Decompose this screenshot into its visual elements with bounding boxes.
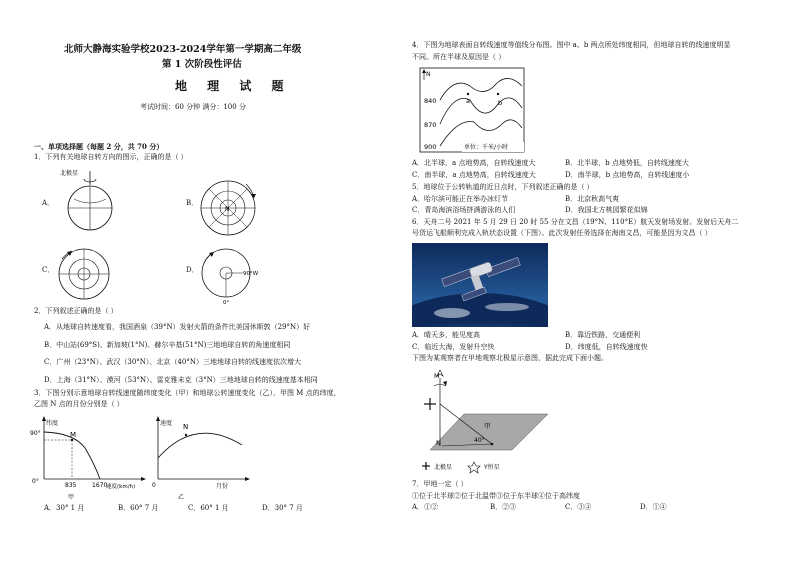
svg-text:840: 840 <box>424 97 437 105</box>
title-line2: 第 1 次阶段性评估 <box>162 59 242 70</box>
q4-contour-map <box>414 66 526 154</box>
q4-option-d: D．南半球，b 点地势高，自转线速度小 <box>565 171 690 179</box>
svg-text:甲: 甲 <box>68 494 75 501</box>
svg-text:N: N <box>426 71 431 78</box>
q7-option-c: C．③④ <box>565 503 592 511</box>
svg-text:月份: 月份 <box>216 483 229 490</box>
q6-option-b: B．靠近铁路，交通便利 <box>565 331 641 339</box>
school-title: 北师大静海实验学校2023-2024学年第一学期高二年级 <box>64 44 302 55</box>
svg-text:b: b <box>498 99 503 107</box>
q5-option-a: A．哈尔滨可能正在举办冰灯节 <box>412 195 509 203</box>
legend-polaris-icon <box>422 462 430 470</box>
exam-info: 考试时间：60 分钟 满分：100 分 <box>140 103 246 111</box>
q7-option-b: B．②③ <box>490 503 517 511</box>
space-station-photo <box>412 243 548 327</box>
q6-option-c: C．临近大海，发射升空快 <box>412 343 495 351</box>
svg-text:0°: 0° <box>32 478 39 485</box>
svg-text:0: 0 <box>152 482 156 489</box>
q7-stem: 7．甲地一定（ ） <box>412 480 468 488</box>
q3-stem-1: 3．下图分别示意地球自转线速度随纬度变化（甲）和地球公转速度变化（乙），甲图 M 点的纬度， <box>34 389 341 397</box>
q3-option-a: A．30° 1 月 <box>44 504 85 512</box>
q3-chart-jia <box>30 413 152 507</box>
q5-option-d: D．我国北方桃园繁花似锦 <box>565 206 648 214</box>
q3-stem-2: 乙图 N 点的月份分别是（ ） <box>34 400 124 408</box>
q1-figure-b <box>198 178 258 238</box>
svg-text:90°W: 90°W <box>243 271 259 277</box>
q7-intro: 下图为某观察者在甲地观察北极星示意图，据此完成下面小题。 <box>412 354 608 362</box>
svg-text:0°: 0° <box>223 300 230 305</box>
svg-text:90°: 90° <box>30 430 41 437</box>
q3-option-c: C．60° 1 月 <box>188 504 229 512</box>
q5-option-c: C．青岛海滨浴场挤满游泳的人们 <box>412 206 516 214</box>
q6-option-a: A．晴天多，能见度高 <box>412 331 481 339</box>
q1-figure-a <box>58 163 128 237</box>
svg-text:N: N <box>436 439 441 447</box>
svg-text:870: 870 <box>424 121 437 129</box>
q2-option-d: D．上海（31°N）、漠河（53°N）、雷克雅未克（3°N）三地地球自转的线速度基本相同 <box>44 376 318 384</box>
svg-text:单位：千米/小时: 单位：千米/小时 <box>464 144 509 151</box>
svg-text:Y恒星: Y恒星 <box>484 464 500 471</box>
q3-chart-yi <box>150 413 260 507</box>
q6-stem-2: 号货运飞船顺利完成入轨状态设置（下图）。此次发射任务选择在海南文昌，可能是因为文昌（ ） <box>412 229 712 237</box>
q1-label-d: D． <box>186 266 199 274</box>
svg-text:M: M <box>70 431 77 439</box>
svg-text:40°: 40° <box>474 437 485 444</box>
svg-text:北极星: 北极星 <box>434 464 453 471</box>
q5-option-b: B．北京秋高气爽 <box>565 195 620 203</box>
svg-text:乙: 乙 <box>178 494 185 501</box>
svg-text:N: N <box>183 423 189 431</box>
svg-text:甲: 甲 <box>484 422 491 430</box>
legend-y-star-icon <box>468 462 480 473</box>
q1-figure-c <box>54 247 114 303</box>
subject-title: 地 理 试 题 <box>175 79 292 93</box>
svg-text:速度: 速度 <box>160 420 173 427</box>
q6-option-d: D．纬度低，自转线速度快 <box>565 343 648 351</box>
svg-text:1670: 1670 <box>92 482 108 489</box>
q1-label-a: A． <box>42 199 55 207</box>
q2-stem: 2．下列叙述正确的是（ ） <box>34 307 118 315</box>
q4-stem-1: 4．下图为地球表面自转线速度等值线分布图。图中 a、b 两点所处纬度相同，但地球自转的线速度明显 <box>412 41 731 49</box>
q6-stem-1: 6．天舟二号 2021 年 5 月 29 日 20 时 55 分在文昌（19°N、110°E）航天发射场发射。发射后天舟二 <box>412 218 739 226</box>
q7-figure <box>412 364 552 476</box>
q1-label-c: C． <box>42 266 55 274</box>
svg-text:M: M <box>434 372 440 380</box>
q7-statements: ①位于北半球②位于北温带③位于东半球④位于高纬度 <box>412 492 580 500</box>
section-heading: 一、单项选择题（每题 2 分，共 70 分） <box>34 142 164 151</box>
svg-text:835: 835 <box>65 482 77 489</box>
q7-option-a: A．①② <box>412 503 439 511</box>
svg-text:N: N <box>225 206 230 213</box>
svg-text:900: 900 <box>424 143 437 151</box>
q1-stem: 1．下列有关地球自转方向的图示，正确的是（ ） <box>34 153 188 161</box>
q4-option-a: A．北半球，a 点地势高，自转线速度大 <box>412 159 536 167</box>
q2-option-b: B．中山站(69°S)、新加坡(1°N)、赫尔辛基(51°N)三地地球自转的角速度相同 <box>44 341 291 349</box>
q3-option-d: D．30° 7 月 <box>262 504 303 512</box>
q7-option-d: D．①④ <box>640 503 667 511</box>
q3-option-b: B．60° 7 月 <box>118 504 159 512</box>
q1-label-b: B． <box>186 199 199 207</box>
q4-option-c: C．南半球，a 点地势高，自转线速度大 <box>412 171 536 179</box>
q2-option-a: A．从地球自转速度看，我国酒泉（39°N）发射火箭的条件比美国休斯敦（29°N）好 <box>44 323 311 331</box>
q4-stem-2: 不同。所在半球及原因是（ ） <box>412 53 506 61</box>
polaris-star-icon <box>424 398 436 410</box>
q4-option-b: B．北半球，b 点地势低，自转线速度大 <box>565 159 689 167</box>
polaris-label: 北极星 <box>60 170 79 177</box>
q1-figure-d <box>198 245 270 305</box>
svg-text:a: a <box>466 97 470 105</box>
q5-stem: 5．地球位于公转轨道的近日点时，下列叙述正确的是（ ） <box>412 183 594 191</box>
svg-text:纬度: 纬度 <box>46 420 59 427</box>
svg-text:速度(km/h): 速度(km/h) <box>106 484 136 490</box>
q2-option-c: C．广州（23°N）、武汉（30°N）、北京（40°N）三地地球自转的线速度依次增大 <box>44 358 301 366</box>
